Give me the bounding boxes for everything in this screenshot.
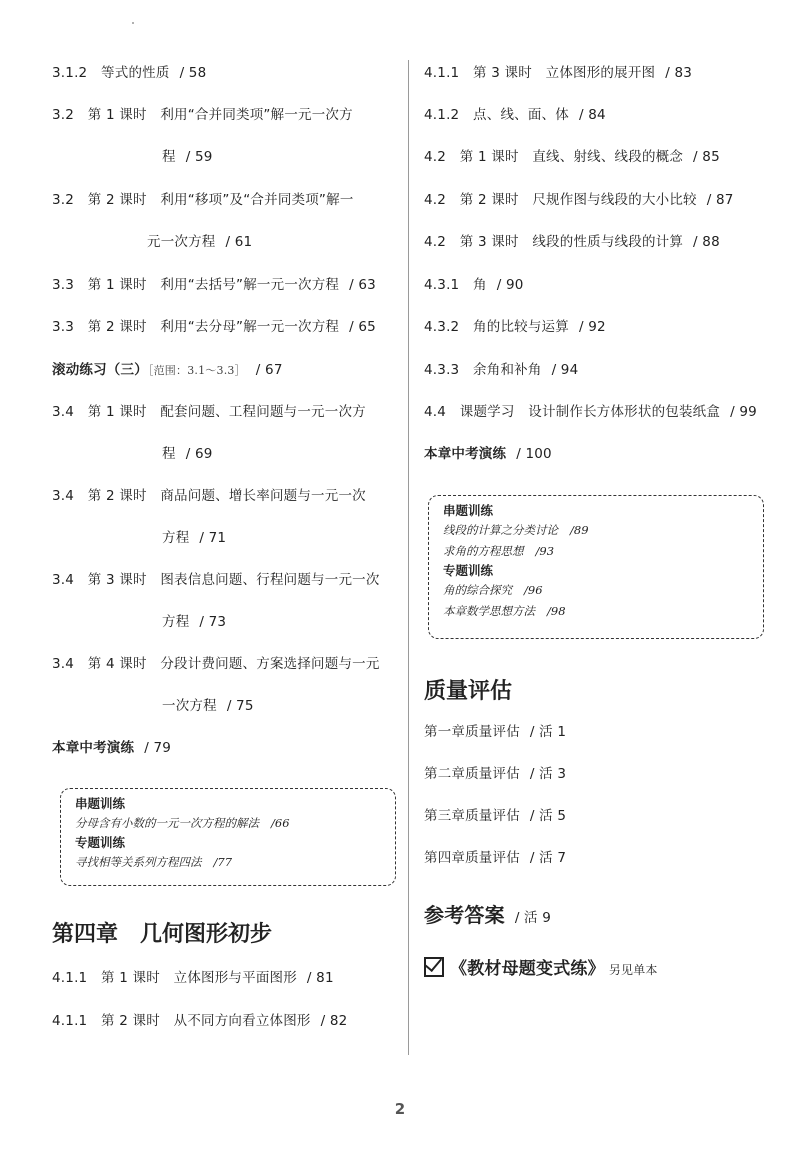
- toc-entry-exam[interactable]: 本章中考演练 / 79: [52, 740, 172, 756]
- box-heading: 串题训练: [75, 796, 126, 811]
- extra-note: 另见单本: [608, 963, 658, 977]
- toc-entry[interactable]: 3.4 第 2 课时 商品问题、增长率问题与一元一次: [52, 488, 366, 504]
- toc-entry[interactable]: 3.4 第 1 课时 配套问题、工程问题与一元一次方: [52, 404, 366, 420]
- extra-title: 《教材母题变式练》: [450, 959, 605, 979]
- toc-entry[interactable]: 3.4 第 3 课时 图表信息问题、行程问题与一元一次: [52, 572, 380, 588]
- toc-entry[interactable]: 4.1.1 第 2 课时 从不同方向看立体图形 / 82: [52, 1013, 348, 1029]
- toc-entry[interactable]: 4.2 第 3 课时 线段的性质与线段的计算 / 88: [424, 234, 720, 250]
- toc-entry[interactable]: 4.1.2 点、线、面、体 / 84: [424, 107, 606, 123]
- box-item[interactable]: 线段的计算之分类讨论 /89: [443, 523, 589, 537]
- box-item[interactable]: 寻找相等关系列方程四法 /77: [75, 855, 233, 869]
- toc-entry[interactable]: 3.1.2 等式的性质 / 58: [52, 65, 207, 81]
- toc-entry[interactable]: 4.3.3 余角和补角 / 94: [424, 362, 579, 378]
- toc-entry[interactable]: 4.4 课题学习 设计制作长方体形状的包装纸盒 / 99: [424, 404, 757, 420]
- toc-entry[interactable]: 4.3.1 角 / 90: [424, 277, 524, 293]
- box-item[interactable]: 角的综合探究 /96: [443, 583, 543, 597]
- toc-entry[interactable]: 3.3 第 2 课时 利用“去分母”解一元一次方程 / 65: [52, 319, 376, 335]
- toc-entry[interactable]: 3.2 第 1 课时 利用“合并同类项”解一元一次方: [52, 107, 353, 123]
- toc-entry[interactable]: 3.2 第 2 课时 利用“移项”及“合并同类项”解一: [52, 192, 354, 208]
- box-heading: 专题训练: [443, 563, 494, 578]
- toc-entry[interactable]: 3.4 第 4 课时 分段计费问题、方案选择问题与一元: [52, 656, 380, 672]
- toc-entry-cont[interactable]: 程 / 69: [162, 446, 213, 462]
- answers-entry[interactable]: 参考答案 / 活 9: [424, 903, 552, 927]
- page-number: 2: [394, 1100, 406, 1118]
- toc-entry-cont[interactable]: 程 / 59: [162, 149, 213, 165]
- box-item[interactable]: 本章数学思想方法 /98: [443, 604, 566, 618]
- toc-entry[interactable]: 4.1.1 第 1 课时 立体图形与平面图形 / 81: [52, 970, 334, 986]
- toc-entry-cont[interactable]: 一次方程 / 75: [162, 698, 254, 714]
- quality-title: 质量评估: [424, 679, 513, 704]
- toc-entry[interactable]: 3.3 第 1 课时 利用“去括号”解一元一次方程 / 63: [52, 277, 376, 293]
- box-item[interactable]: 分母含有小数的一元一次方程的解法 /66: [75, 816, 290, 830]
- quality-entry[interactable]: 第二章质量评估 / 活 3: [424, 766, 567, 782]
- toc-entry-cont[interactable]: 元一次方程 / 61: [147, 234, 253, 250]
- box-heading: 专题训练: [75, 835, 126, 850]
- training-box: [60, 788, 396, 886]
- answers-title: 参考答案: [424, 903, 505, 927]
- box-item[interactable]: 求角的方程思想 /93: [443, 544, 555, 558]
- column-divider: [408, 60, 409, 1055]
- toc-entry[interactable]: 4.2 第 1 课时 直线、射线、线段的概念 / 85: [424, 149, 720, 165]
- toc-entry[interactable]: 4.1.1 第 3 课时 立体图形的展开图 / 83: [424, 65, 693, 81]
- toc-entry-cont[interactable]: 方程 / 73: [162, 614, 227, 630]
- toc-entry-cont[interactable]: 方程 / 71: [162, 530, 227, 546]
- chapter-title: 第四章 几何图形初步: [52, 922, 273, 947]
- toc-entry-review[interactable]: 滚动练习（三）［范围：3.1～3.3］ / 67: [52, 362, 283, 378]
- toc-entry[interactable]: 4.3.2 角的比较与运算 / 92: [424, 319, 606, 335]
- training-box: [428, 495, 764, 639]
- scan-speck: [132, 22, 134, 24]
- quality-entry[interactable]: 第一章质量评估 / 活 1: [424, 724, 567, 740]
- box-heading: 串题训练: [443, 503, 494, 518]
- quality-entry[interactable]: 第四章质量评估 / 活 7: [424, 850, 567, 866]
- extra-entry[interactable]: [424, 957, 658, 979]
- toc-entry[interactable]: 4.2 第 2 课时 尺规作图与线段的大小比较 / 87: [424, 192, 734, 208]
- toc-entry-exam[interactable]: 本章中考演练 / 100: [424, 446, 552, 462]
- checkbox-icon: [424, 957, 444, 977]
- quality-entry[interactable]: 第三章质量评估 / 活 5: [424, 808, 567, 824]
